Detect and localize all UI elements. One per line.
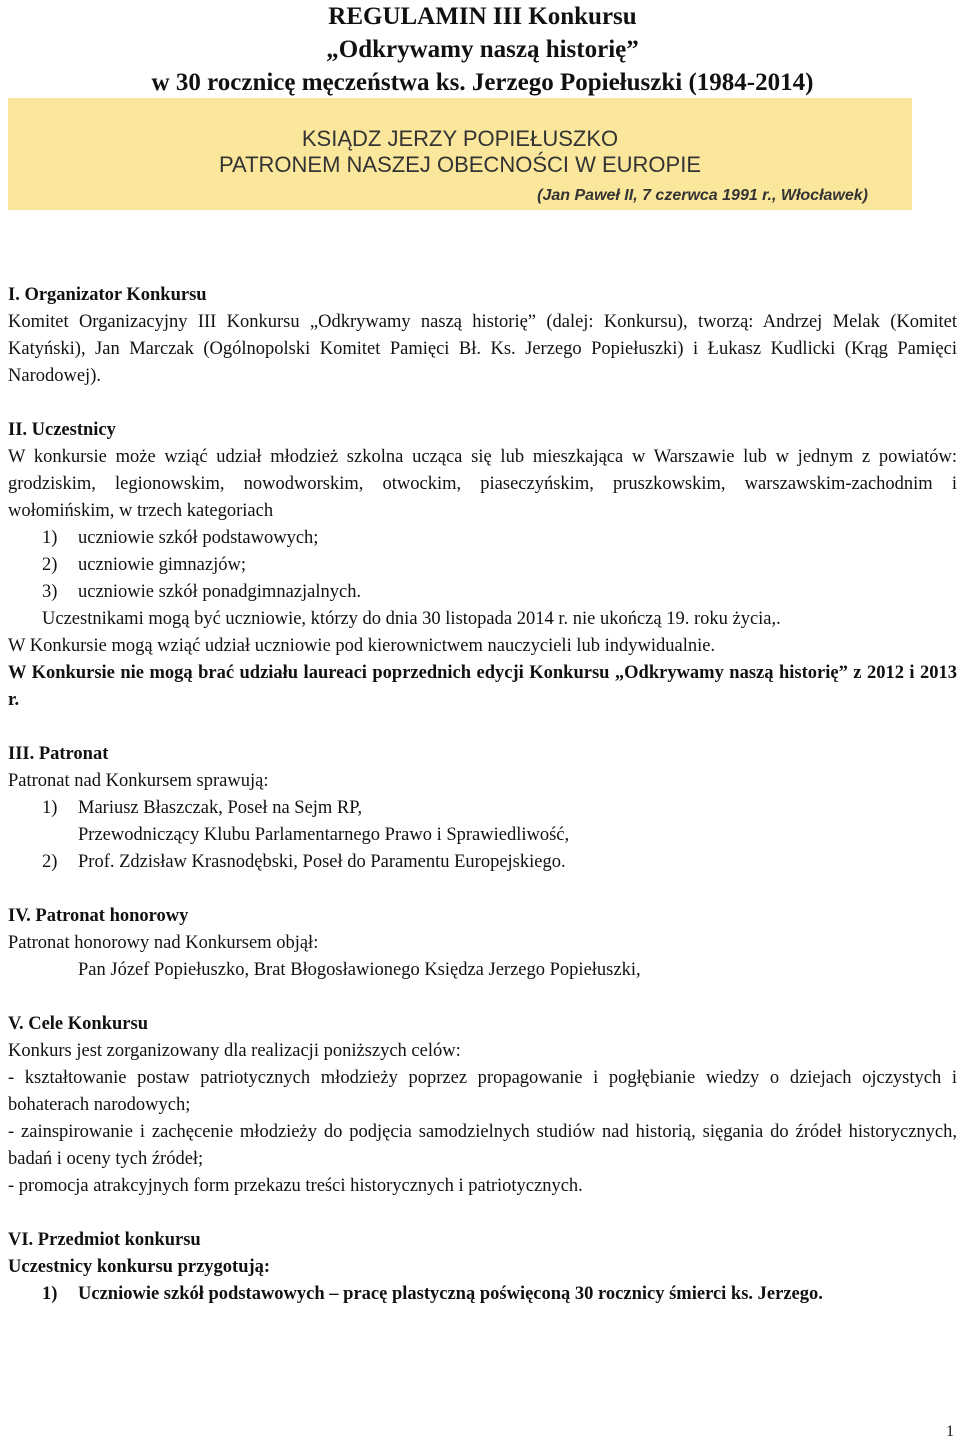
list-item (8, 579, 957, 606)
banner-line-2: PATRONEM NASZEJ OBECNOŚCI W EUROPIE (218, 152, 701, 177)
list-item (8, 849, 957, 876)
list-item-continuation: Przewodniczący Klubu Parlamentarnego Prawo i Sprawiedliwość, (78, 825, 570, 845)
document-page (8, 0, 957, 99)
banner-line-1: KSIĄDZ JERZY POPIEŁUSZKO (301, 126, 619, 151)
section-3-intro: Patronat nad Konkursem sprawują: (8, 771, 269, 791)
list-item-text: uczniowie szkół ponadgimnazjalnych. (78, 582, 362, 602)
list-item-text: Mariusz Błaszczak, Poseł na Sejm RP, (78, 798, 363, 818)
section-4-intro: Patronat honorowy nad Konkursem objął: (8, 933, 319, 953)
honorary-patron: Pan Józef Popiełuszko, Brat Błogosławionego Księdza Jerzego Popiełuszki, (78, 960, 641, 980)
list-item-text: Prof. Zdzisław Krasnodębski, Poseł do Paramentu Europejskiego. (78, 852, 566, 872)
section-6-heading: VI. Przedmiot konkursu (8, 1230, 201, 1250)
list-item-text: uczniowie szkół podstawowych; (78, 528, 319, 548)
title-line-3: w 30 rocznicę męczeństwa ks. Jerzego Popiełuszki (1984-2014) (151, 69, 814, 96)
section-1-text: Komitet Organizacyjny III Konkursu „Odkrywamy naszą historię” (dalej: Konkursu), tworzą: Andrzej Melak (Komitet Katyński), Jan Marczak (Ogólnopolski Komitet Pamięci Bł. Ks. Jerzego Popiełuszki) i Łukasz Kudlicki (Krąg Pamięci Narodowej). (8, 312, 957, 386)
list-item (8, 552, 957, 579)
guidance-note: W Konkursie mogą wziąć udział uczniowie pod kierownictwem nauczycieli lub indywidualnie. (8, 636, 716, 656)
list-item (8, 1281, 957, 1308)
section-4-heading: IV. Patronat honorowy (8, 906, 189, 926)
title-line-1: REGULAMIN III Konkursu (328, 3, 637, 30)
list-item-number: 1) (42, 1284, 58, 1304)
goal-2: - zainspirowanie i zachęcenie młodzieży do podjęcia samodzielnych studiów nad historią, sięgania do źródeł historycznych, badań i oceny tych źródeł; (8, 1122, 957, 1169)
section-1-heading: I. Organizator Konkursu (8, 285, 207, 305)
motto-banner (8, 98, 912, 210)
list-item (8, 525, 957, 552)
banner-citation: (Jan Paweł II, 7 czerwca 1991 r., Włocławek) (537, 187, 868, 204)
section-5-heading: V. Cele Konkursu (8, 1014, 148, 1034)
list-item-number: 2) (42, 555, 58, 575)
section-2-heading: II. Uczestnicy (8, 420, 116, 440)
list-item (8, 795, 957, 822)
list-item-text: Uczniowie szkół podstawowych – pracę plastyczną poświęconą 30 rocznicy śmierci ks. Jerzego. (78, 1284, 823, 1304)
section-3-heading: III. Patronat (8, 744, 109, 764)
page-number: 1 (946, 1423, 954, 1440)
age-note: Uczestnikami mogą być uczniowie, którzy do dnia 30 listopada 2014 r. nie ukończą 19. roku życia,. (42, 609, 781, 629)
section-2-text: W konkursie może wziąć udział młodzież szkolna ucząca się lub mieszkająca w Warszawie lub w jednym z powiatów: grodziskim, legionowskim, nowodworskim, otwockim, piaseczyńskim, pruszkowskim, warszawskim-zachodnim i wołomińskim, w trzech kategoriach (8, 447, 957, 521)
title-line-2: „Odkrywamy naszą historię” (326, 36, 639, 63)
section-5-intro: Konkurs jest zorganizowany dla realizacji poniższych celów: (8, 1041, 461, 1061)
document-title (8, 0, 957, 99)
list-item-number: 2) (42, 852, 58, 872)
document-body (8, 282, 957, 1308)
list-item-text: uczniowie gimnazjów; (78, 555, 246, 575)
exclusion-note: W Konkursie nie mogą brać udziału laureaci poprzednich edycji Konkursu „Odkrywamy naszą historię” z 2012 i 2013 r. (8, 663, 957, 710)
goal-3: - promocja atrakcyjnych form przekazu treści historycznych i patriotycznych. (8, 1176, 583, 1196)
list-item-number: 1) (42, 798, 58, 818)
section-6-subheading: Uczestnicy konkursu przygotują: (8, 1257, 271, 1277)
list-item-number: 3) (42, 582, 58, 602)
list-item-number: 1) (42, 528, 58, 548)
goal-1: - kształtowanie postaw patriotycznych młodzieży poprzez propagowanie i pogłębianie wiedzy o dziejach ojczystych i bohaterach narodowych; (8, 1068, 957, 1115)
